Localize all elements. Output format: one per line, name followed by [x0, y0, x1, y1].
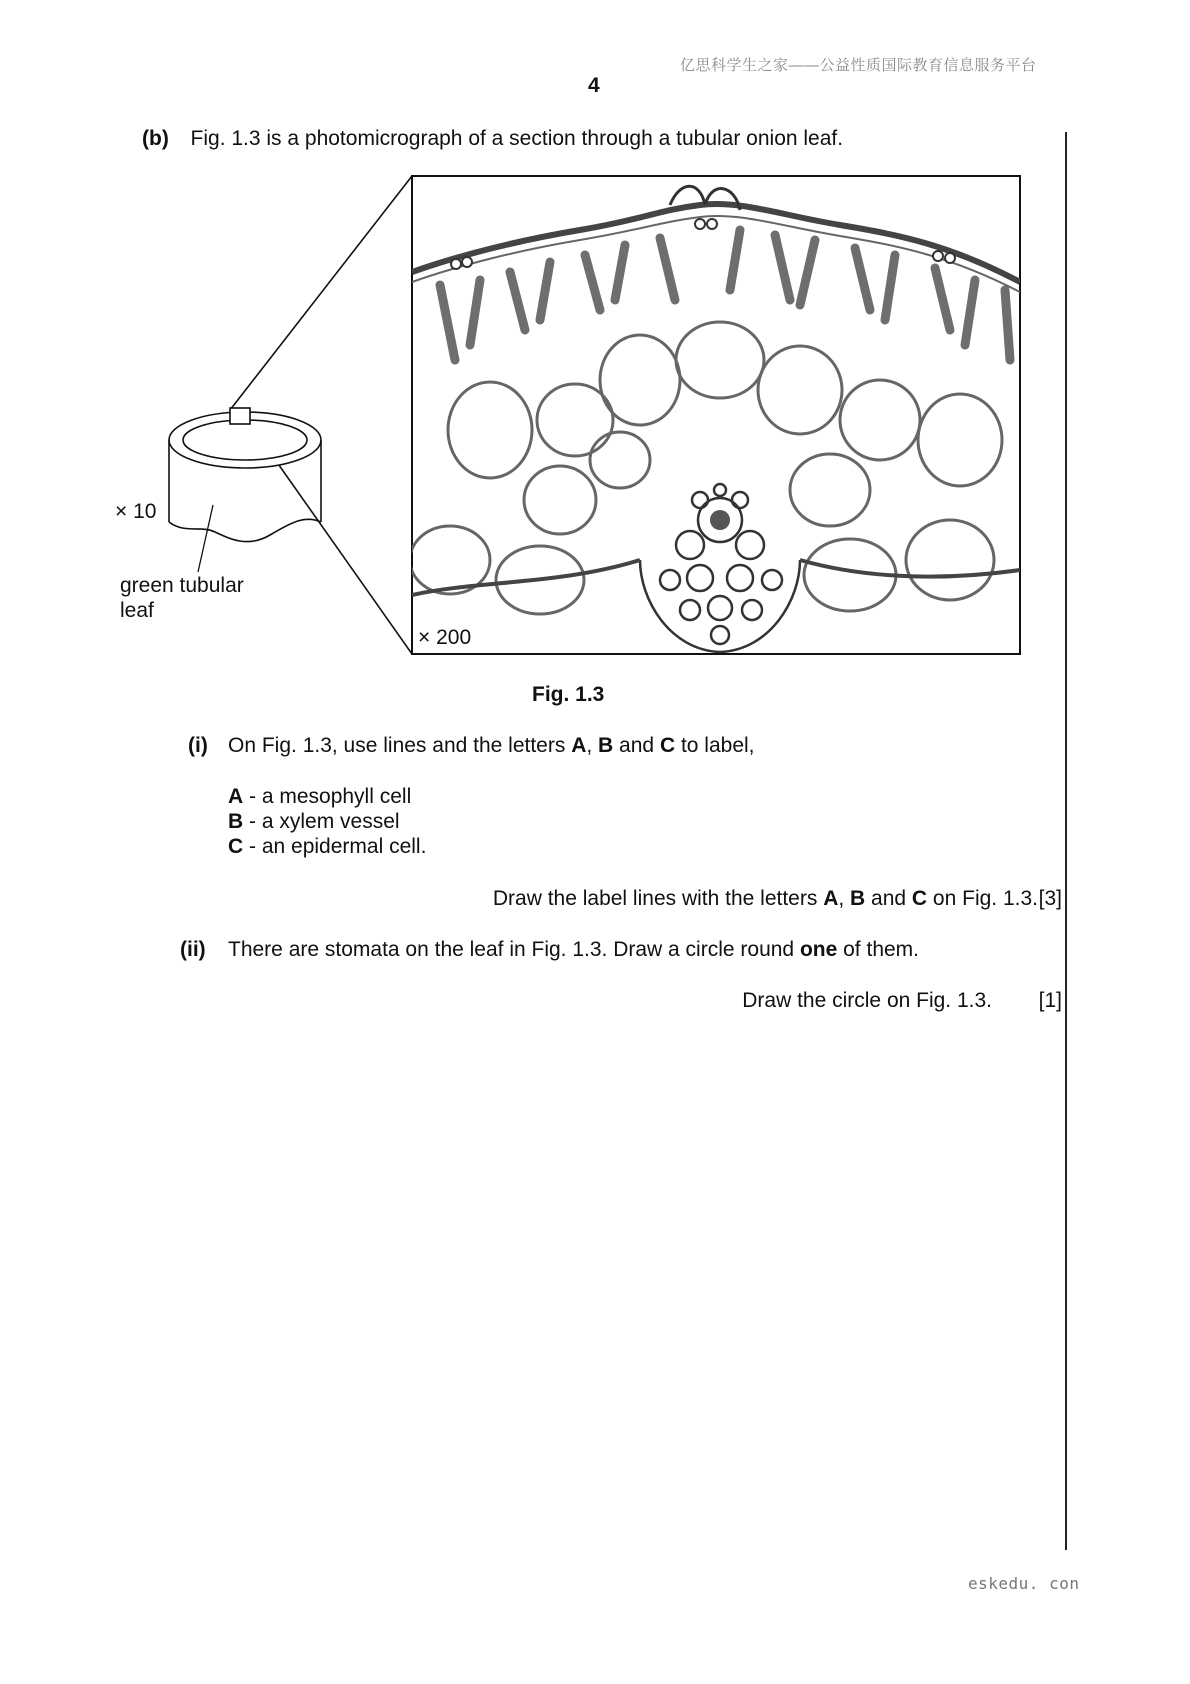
sub-ii-marks: [1]	[1038, 989, 1062, 1012]
item-text: - a xylem vessel	[243, 810, 400, 833]
item-text: - an epidermal cell.	[243, 835, 427, 858]
label-list-item-b	[228, 809, 400, 834]
figure-caption: Fig. 1.3	[532, 683, 605, 706]
item-letter: A	[228, 785, 244, 808]
instruction-post: to label,	[675, 734, 755, 757]
sep: ,	[838, 887, 851, 910]
sep: ,	[586, 734, 599, 757]
letter-b: B	[850, 887, 866, 910]
magnification-x10: × 10	[115, 500, 157, 523]
margin-rule	[1065, 132, 1067, 1550]
magnification-x200: × 200	[418, 626, 472, 649]
and-word: and	[613, 734, 660, 757]
letter-c: C	[911, 887, 928, 910]
and-word: and	[865, 887, 912, 910]
letter-a: A	[823, 887, 839, 910]
leaf-label-line2: leaf	[120, 599, 154, 622]
zoom-region-box	[230, 408, 250, 424]
label-list-item-a	[228, 784, 411, 809]
text-bold: one	[799, 938, 838, 961]
sub-i-instruction	[228, 733, 755, 758]
instruction-pre: On Fig. 1.3, use lines and the letters	[228, 734, 572, 757]
sub-ii-label: (ii)	[180, 938, 206, 961]
footer-site: eskedu. con	[968, 1574, 1080, 1593]
zoom-line-top	[230, 176, 412, 410]
watermark: 亿思科学生之家——公益性质国际教育信息服务平台	[680, 57, 1037, 74]
directive-post: on Fig. 1.3.	[927, 887, 1038, 910]
sub-i-label: (i)	[188, 734, 208, 757]
figure-1-3	[0, 160, 1060, 660]
intro-text: Fig. 1.3 is a photomicrograph of a section through a tubular onion leaf.	[190, 127, 844, 150]
text-pre: There are stomata on the leaf in Fig. 1.3. Draw a circle round	[228, 938, 800, 961]
item-text: - a mesophyll cell	[243, 785, 412, 808]
item-letter: C	[228, 835, 244, 858]
label-list-item-c	[228, 834, 426, 859]
sub-i-directive	[493, 886, 1038, 911]
text-post: of them.	[837, 938, 919, 961]
sub-ii-text	[228, 937, 919, 962]
question-intro	[142, 126, 843, 151]
page-number: 4	[588, 74, 600, 97]
letter-b: B	[598, 734, 614, 757]
letter-a: A	[571, 734, 587, 757]
part-label: (b)	[142, 127, 169, 150]
letter-c: C	[659, 734, 676, 757]
sub-ii-directive: Draw the circle on Fig. 1.3.	[742, 989, 992, 1012]
item-letter: B	[228, 810, 244, 833]
directive-pre: Draw the label lines with the letters	[492, 887, 824, 910]
sub-i-marks: [3]	[1038, 887, 1062, 910]
leaf-label-line1: green tubular	[120, 574, 244, 597]
